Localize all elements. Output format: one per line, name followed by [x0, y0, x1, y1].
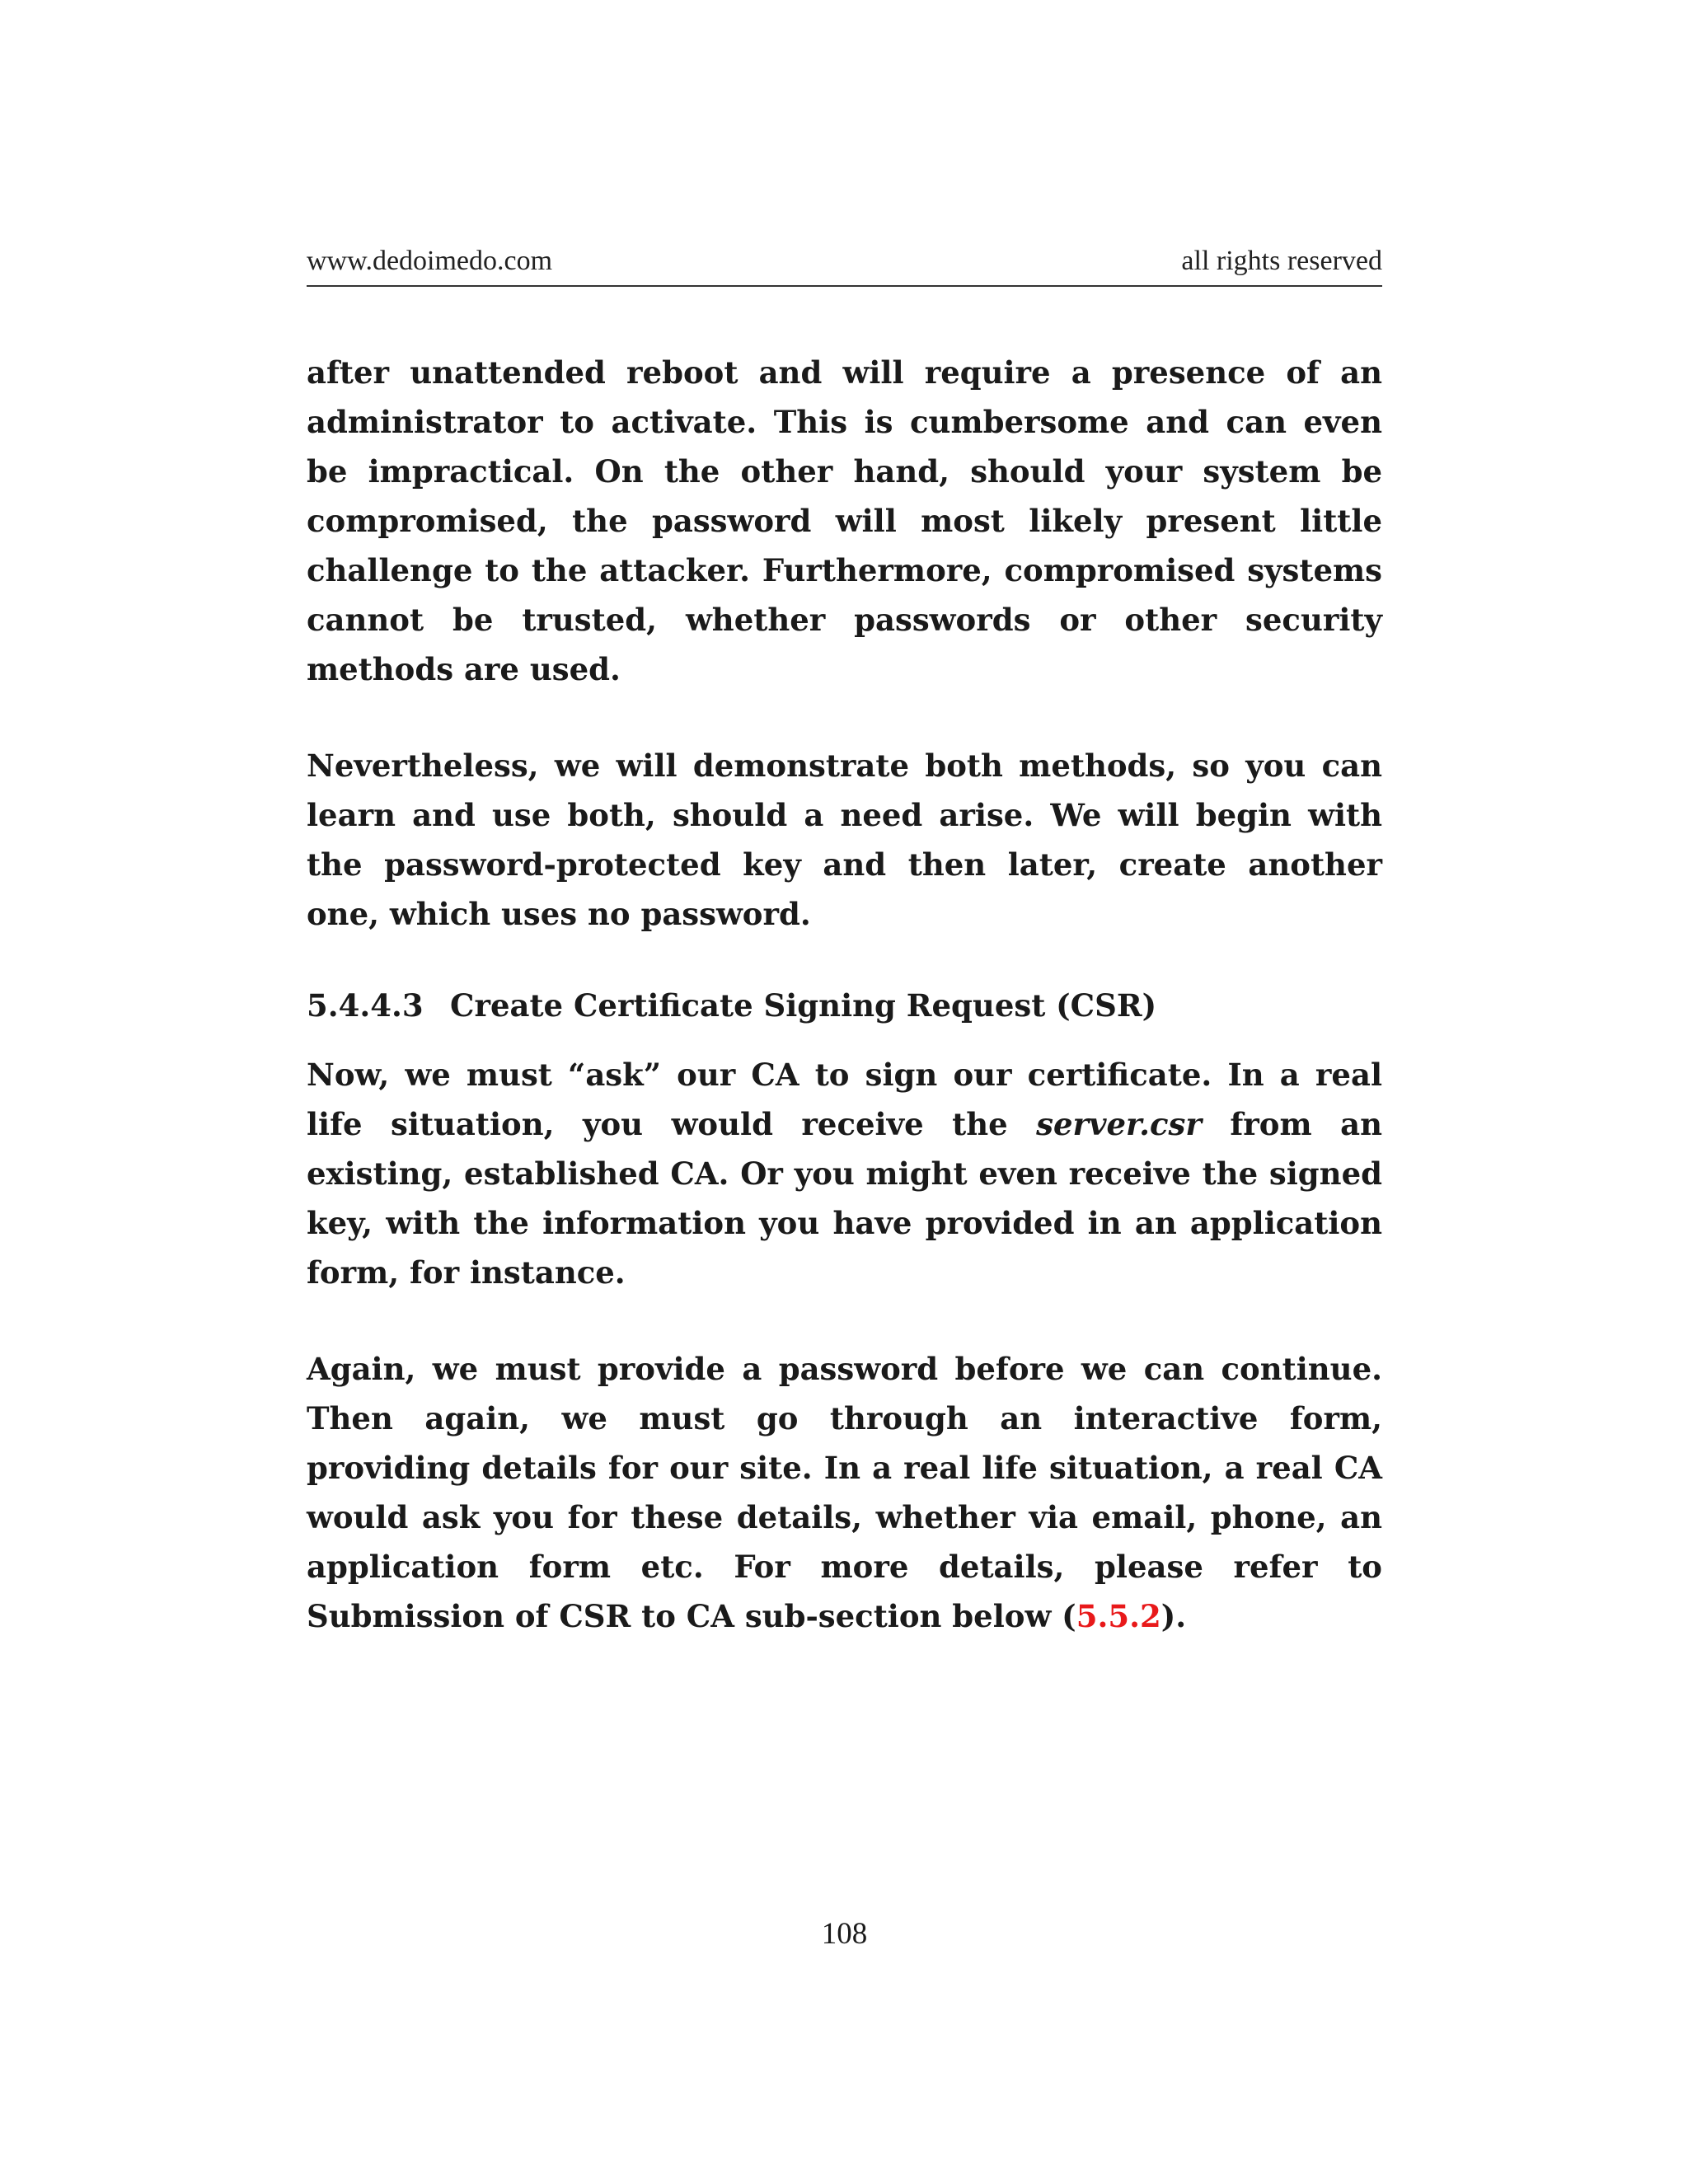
body-text	[307, 348, 1382, 1641]
header-website: www.dedoimedo.com	[307, 246, 553, 276]
paragraph-3	[307, 1050, 1382, 1297]
paragraph-4-text-start: Again, we must provide a password before we can continue. Then again, we must go through an interactive form, providing details for our site. In a real life situation, a real CA would ask you for these details, whether via email, phone, an application form etc. For more details, please refer to Submission of CSR to CA sub-section below (	[307, 1351, 1382, 1634]
paragraph-3-text-end: from an existing, established CA. Or you might even receive the signed key, with the information you have provided in an application form, for instance.	[307, 1106, 1382, 1291]
section-reference-link[interactable]: 5.5.2	[1076, 1598, 1161, 1634]
page-number: 108	[821, 1917, 868, 1951]
paragraph-3-text-start: Now, we must “ask” our CA to sign our certificate. In a real life situation, you would receive the	[307, 1057, 1382, 1142]
paragraph-4-text-end: ).	[1160, 1598, 1187, 1634]
paragraph-4	[307, 1344, 1382, 1641]
filename-server-csr: server.csr	[1036, 1106, 1202, 1142]
section-number: 5.4.4.3	[307, 987, 424, 1024]
paragraph-1: after unattended reboot and will require a presence of an administrator to activate. This is cumbersome and can even be impractical. On the other hand, should your system be compromised, the password will most likely present little challenge to the attacker. Furthermore, compromised systems cannot be trusted, whether passwords or other security methods are used.	[307, 354, 1382, 687]
paragraph-2: Nevertheless, we will demonstrate both methods, so you can learn and use both, should a need arise. We will begin with the password-protected key and then later, create another one, which uses no password.	[307, 748, 1382, 932]
header-rights: all rights reserved	[1181, 246, 1382, 276]
section-heading	[307, 981, 1382, 1030]
running-header	[307, 246, 1382, 287]
document-page	[307, 0, 1382, 2184]
section-title: Create Certificate Signing Request (CSR)	[450, 987, 1157, 1024]
